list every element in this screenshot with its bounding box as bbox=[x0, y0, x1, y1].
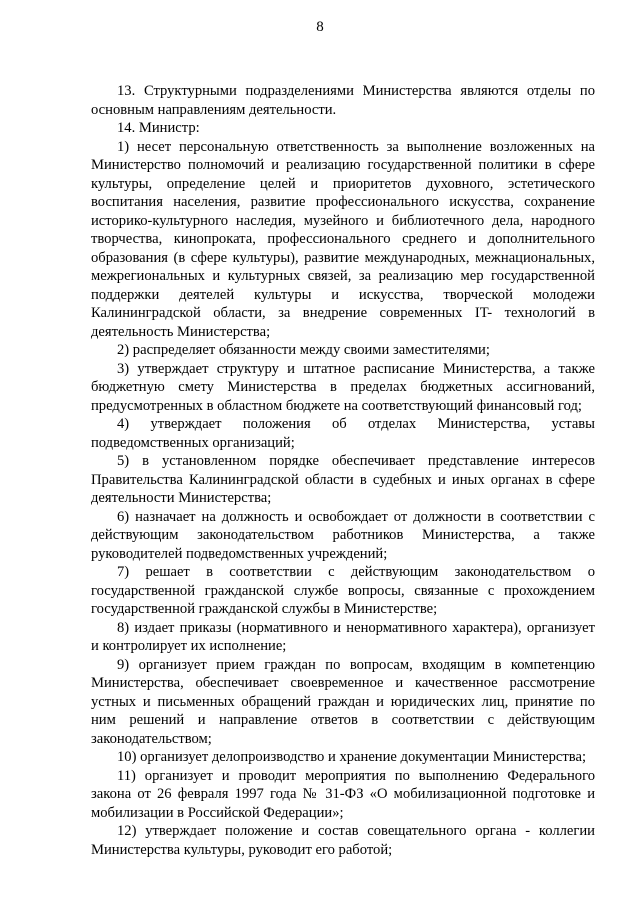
paragraph-13-structure: 13. Структурными подразделениями Министерства являются отделы по основным направлениям деятельности. bbox=[91, 83, 595, 118]
minister-duty-9: 9) организует прием граждан по вопросам, входящим в компетенцию Министерства, обеспечивает своевременное и качественное рассмотрение устных и письменных обращений граждан и юридических лиц, принятие по ним решений и направление ответов в соответствии с действующим законодательством; bbox=[91, 656, 595, 747]
minister-duty-11: 11) организует и проводит мероприятия по выполнению Федерального закона от 26 февраля 1997 года № 31-ФЗ «О мобилизационной подготовке и мобилизации в Российской Федерации»; bbox=[91, 767, 595, 821]
minister-duty-12: 12) утверждает положение и состав совещательного органа - коллегии Министерства культуры, руководит его работой; bbox=[91, 823, 595, 858]
minister-duty-2: 2) распределяет обязанности между своими заместителями; bbox=[117, 342, 490, 358]
minister-duty-7: 7) решает в соответствии с действующим законодательством о государственной гражданской службе вопросы, связанные с прохождением государственной гражданской службы в Министерстве; bbox=[91, 564, 595, 617]
minister-duty-10: 10) организует делопроизводство и хранение документации Министерства; bbox=[117, 749, 587, 765]
document-body bbox=[91, 82, 595, 859]
minister-duty-1: 1) несет персональную ответственность за выполнение возложенных на Министерство полномочий и реализацию государственной политики в сфере культуры, определение целей и приоритетов духовного, эстетического воспитания населения, развитие профессионального искусства, сохранение историко-культурного наследия, музейного и библиотечного дела, народного творчества, кинопроката, профессионального среднего и дополнительного образования (в сфере культуры), развитие международных, межнациональных, межрегиональных и культурных связей, за реализацию мер государственной поддержки деятелей культуры и искусства, творческой молодежи Калининградской области, за внедрение современных IT- технологий в деятельность Министерства; bbox=[91, 138, 595, 340]
minister-duty-4: 4) утверждает положения об отделах Министерства, уставы подведомственных организаций; bbox=[91, 416, 595, 451]
minister-duty-5: 5) в установленном порядке обеспечивает представление интересов Правительства Калининградской области в судебных и иных органах в сфере деятельности Министерства; bbox=[91, 453, 595, 506]
page-number: 8 bbox=[316, 19, 324, 35]
paragraph-14-minister: 14. Министр: bbox=[117, 120, 200, 136]
minister-duty-3: 3) утверждает структуру и штатное расписание Министерства, а также бюджетную смету Министерства в пределах бюджетных ассигнований, предусмотренных в областном бюджете на соответствующий финансовый год; bbox=[91, 360, 595, 414]
minister-duty-8: 8) издает приказы (нормативного и ненормативного характера), организует и контролирует их исполнение; bbox=[91, 619, 595, 654]
minister-duty-6: 6) назначает на должность и освобождает от должности в соответствии с действующим законодательством работников Министерства, а также руководителей подведомственных учреждений; bbox=[91, 508, 595, 562]
